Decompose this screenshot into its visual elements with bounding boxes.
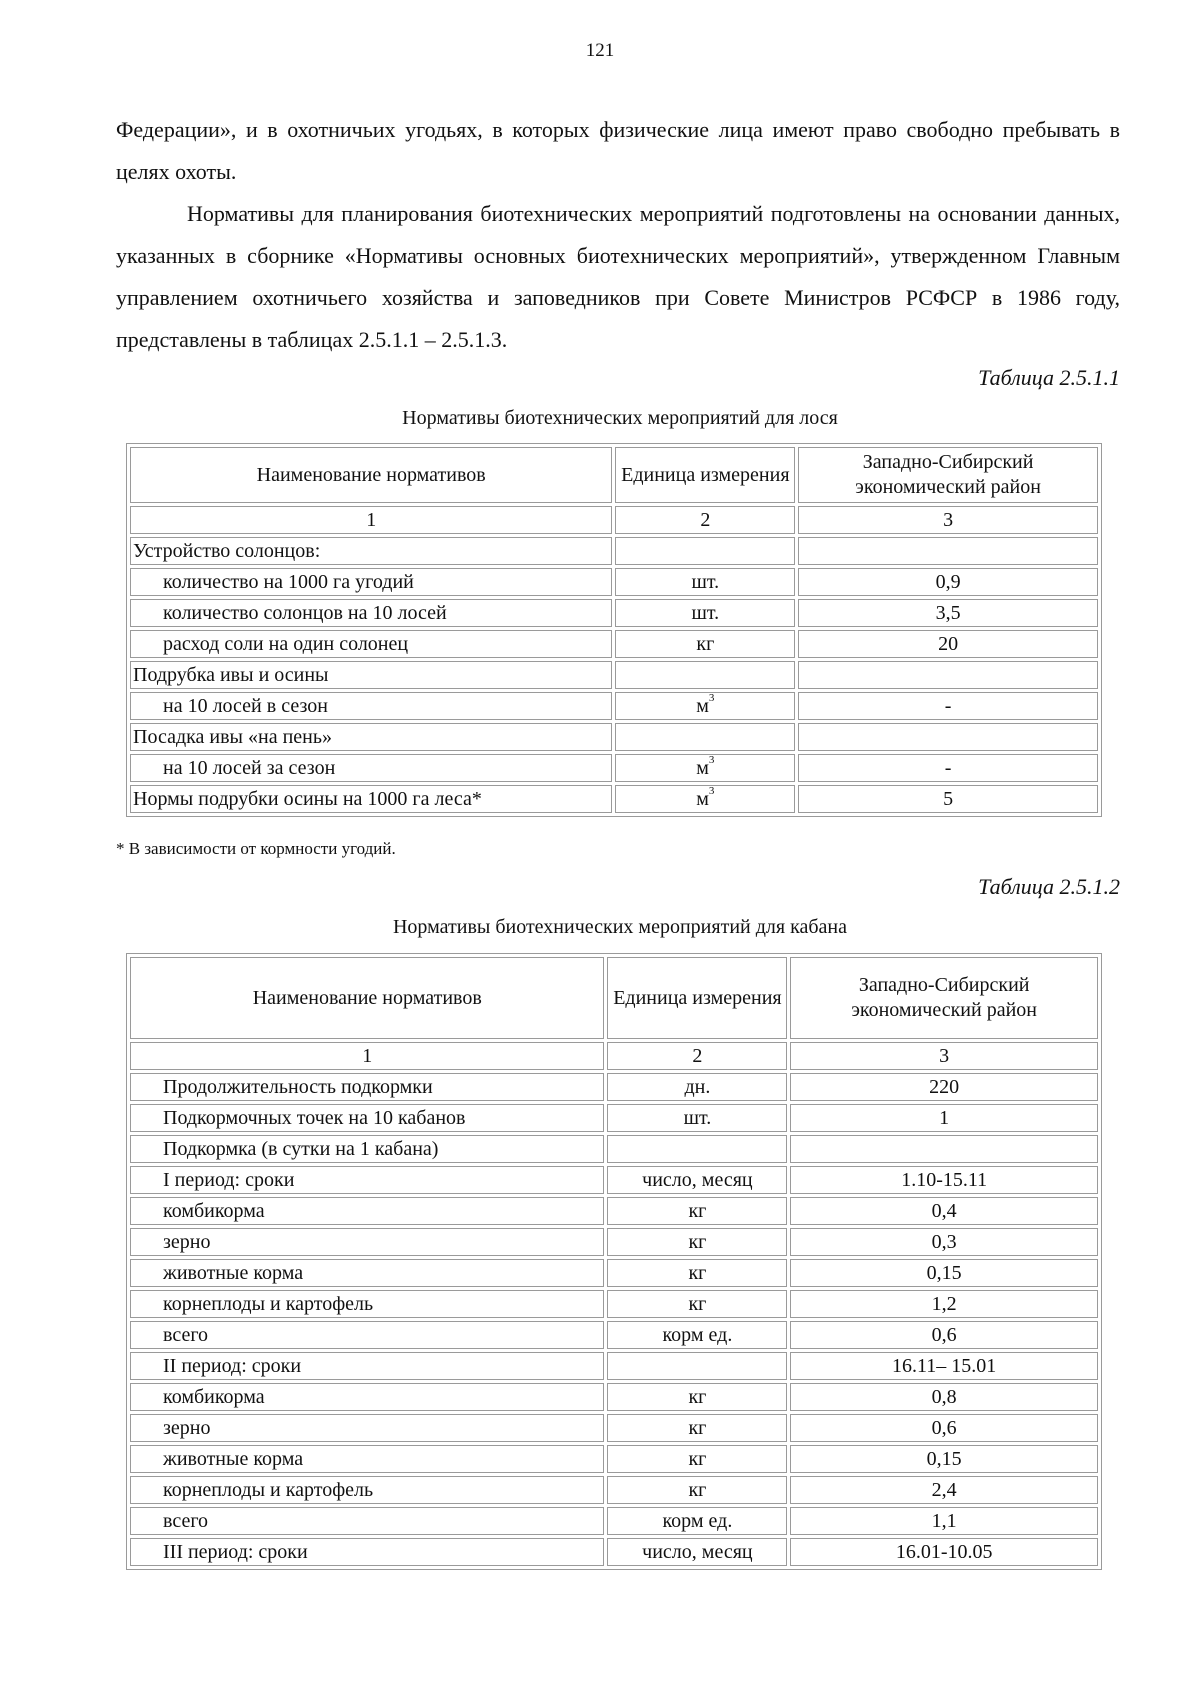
row-value: 2,4 <box>790 1476 1098 1504</box>
row-value: 220 <box>790 1073 1098 1101</box>
paragraph-1: Федерации», и в охотничьих угодьях, в которых физические лица имеют право свободно пребывать в целях охоты. <box>116 117 1120 184</box>
row-value <box>798 723 1098 751</box>
row-unit: число, месяц <box>607 1166 787 1194</box>
header-cell: Наименование нормативов <box>130 957 604 1039</box>
table-header-row <box>130 957 1098 1039</box>
row-unit: кг <box>607 1290 787 1318</box>
row-unit: шт. <box>607 1104 787 1132</box>
row-unit: кг <box>607 1414 787 1442</box>
row-unit <box>615 692 795 720</box>
row-name: всего <box>130 1507 604 1535</box>
row-name: корнеплоды и картофель <box>130 1290 604 1318</box>
row-unit: корм ед. <box>607 1507 787 1535</box>
table-moose-norms <box>126 443 1102 817</box>
row-unit <box>615 754 795 782</box>
header-cell: Единица измерения <box>607 957 787 1039</box>
header-cell: Западно-Сибирский экономический район <box>790 957 1098 1039</box>
table-row <box>130 1166 1098 1194</box>
row-name: I период: сроки <box>130 1166 604 1194</box>
table-row <box>130 1259 1098 1287</box>
row-name: животные корма <box>130 1259 604 1287</box>
table-row <box>130 568 1098 596</box>
header-cell: Наименование нормативов <box>130 447 612 503</box>
column-number-row <box>130 506 1098 534</box>
row-name: на 10 лосей в сезон <box>130 692 612 720</box>
row-value: 16.11– 15.01 <box>790 1352 1098 1380</box>
row-name: зерно <box>130 1228 604 1256</box>
row-value: 0,3 <box>790 1228 1098 1256</box>
row-name: Подрубка ивы и осины <box>130 661 612 689</box>
row-value <box>798 661 1098 689</box>
paragraph-2: Нормативы для планирования биотехнических мероприятий подготовлены на основании данных, указанных в сборнике «Нормативы основных биотехнических мероприятий», утвержденном Главным управлением охотничьего хозяйства и заповедников при Совете Министров РСФСР в 1986 году, представлены в таблицах 2.5.1.1 – 2.5.1.3. <box>116 201 1120 352</box>
column-number: 1 <box>130 506 612 534</box>
table-row <box>130 1507 1098 1535</box>
row-unit: шт. <box>615 599 795 627</box>
column-number: 3 <box>798 506 1098 534</box>
header-cell: Западно-Сибирский экономический район <box>798 447 1098 503</box>
column-number: 1 <box>130 1042 604 1070</box>
table-row <box>130 754 1098 782</box>
row-unit <box>615 537 795 565</box>
row-name: Подкормка (в сутки на 1 кабана) <box>130 1135 604 1163</box>
row-unit: дн. <box>607 1073 787 1101</box>
header-cell: Единица измерения <box>615 447 795 503</box>
table-row <box>130 1197 1098 1225</box>
page-number: 121 <box>585 40 615 61</box>
row-value <box>798 537 1098 565</box>
table-row <box>130 1321 1098 1349</box>
table-row <box>130 1135 1098 1163</box>
row-unit <box>607 1352 787 1380</box>
column-number: 3 <box>790 1042 1098 1070</box>
row-value: 1 <box>790 1104 1098 1132</box>
row-unit: шт. <box>615 568 795 596</box>
row-unit: корм ед. <box>607 1321 787 1349</box>
row-unit: кг <box>607 1197 787 1225</box>
row-value: 16.01-10.05 <box>790 1538 1098 1566</box>
table-row <box>130 599 1098 627</box>
table-row <box>130 661 1098 689</box>
row-value: - <box>798 754 1098 782</box>
row-name: комбикорма <box>130 1197 604 1225</box>
row-unit <box>615 723 795 751</box>
row-name: животные корма <box>130 1445 604 1473</box>
row-value: 0,15 <box>790 1445 1098 1473</box>
table-row <box>130 692 1098 720</box>
row-name: зерно <box>130 1414 604 1442</box>
table-row <box>130 723 1098 751</box>
table-header-row <box>130 447 1098 503</box>
row-unit: кг <box>615 630 795 658</box>
row-value: 0,4 <box>790 1197 1098 1225</box>
table-boar-norms <box>126 953 1102 1570</box>
column-number-row <box>130 1042 1098 1070</box>
row-name: Нормы подрубки осины на 1000 га леса* <box>130 785 612 813</box>
unit-text: м <box>696 757 709 779</box>
row-value: 20 <box>798 630 1098 658</box>
row-name: II период: сроки <box>130 1352 604 1380</box>
row-value: 0,9 <box>798 568 1098 596</box>
row-value: 5 <box>798 785 1098 813</box>
table-row <box>130 1538 1098 1566</box>
row-name: Посадка ивы «на пень» <box>130 723 612 751</box>
row-unit: число, месяц <box>607 1538 787 1566</box>
table-row <box>130 1414 1098 1442</box>
row-unit <box>607 1135 787 1163</box>
row-value: 0,8 <box>790 1383 1098 1411</box>
table-row <box>130 1073 1098 1101</box>
row-unit: кг <box>607 1259 787 1287</box>
column-number: 2 <box>615 506 795 534</box>
row-value: 3,5 <box>798 599 1098 627</box>
row-value: 1,2 <box>790 1290 1098 1318</box>
row-name: всего <box>130 1321 604 1349</box>
table-row <box>130 630 1098 658</box>
row-unit: кг <box>607 1383 787 1411</box>
row-name: Продолжительность подкормки <box>130 1073 604 1101</box>
table-row <box>130 785 1098 813</box>
row-value: - <box>798 692 1098 720</box>
row-name: III период: сроки <box>130 1538 604 1566</box>
table2-caption: Нормативы биотехнических мероприятий для кабана <box>392 916 847 938</box>
row-name: количество на 1000 га угодий <box>130 568 612 596</box>
table-row <box>130 1228 1098 1256</box>
row-unit: кг <box>607 1228 787 1256</box>
table-row <box>130 1352 1098 1380</box>
row-name: на 10 лосей за сезон <box>130 754 612 782</box>
table-row <box>130 1445 1098 1473</box>
row-value: 0,6 <box>790 1414 1098 1442</box>
table-row <box>130 1104 1098 1132</box>
unit-superscript: 3 <box>708 692 715 705</box>
unit-superscript: 3 <box>708 754 715 767</box>
table-row <box>130 537 1098 565</box>
row-value: 0,15 <box>790 1259 1098 1287</box>
row-name: комбикорма <box>130 1383 604 1411</box>
unit-text: м <box>696 788 709 810</box>
table-row <box>130 1290 1098 1318</box>
row-name: Устройство солонцов: <box>130 537 612 565</box>
row-name: расход соли на один солонец <box>130 630 612 658</box>
row-unit: кг <box>607 1476 787 1504</box>
unit-text: м <box>696 695 709 717</box>
table-row <box>130 1383 1098 1411</box>
row-value <box>790 1135 1098 1163</box>
table1-label: Таблица 2.5.1.1 <box>978 365 1120 390</box>
table1-caption: Нормативы биотехнических мероприятий для лося <box>402 407 838 429</box>
table-row <box>130 1476 1098 1504</box>
table2-label: Таблица 2.5.1.2 <box>978 874 1120 899</box>
row-unit <box>615 661 795 689</box>
row-unit <box>615 785 795 813</box>
column-number: 2 <box>607 1042 787 1070</box>
table1-footnote: * В зависимости от кормности угодий. <box>116 839 396 858</box>
row-value: 1,1 <box>790 1507 1098 1535</box>
unit-superscript: 3 <box>708 785 715 798</box>
row-value: 1.10-15.11 <box>790 1166 1098 1194</box>
row-name: Подкормочных точек на 10 кабанов <box>130 1104 604 1132</box>
row-value: 0,6 <box>790 1321 1098 1349</box>
row-name: корнеплоды и картофель <box>130 1476 604 1504</box>
row-name: количество солонцов на 10 лосей <box>130 599 612 627</box>
row-unit: кг <box>607 1445 787 1473</box>
